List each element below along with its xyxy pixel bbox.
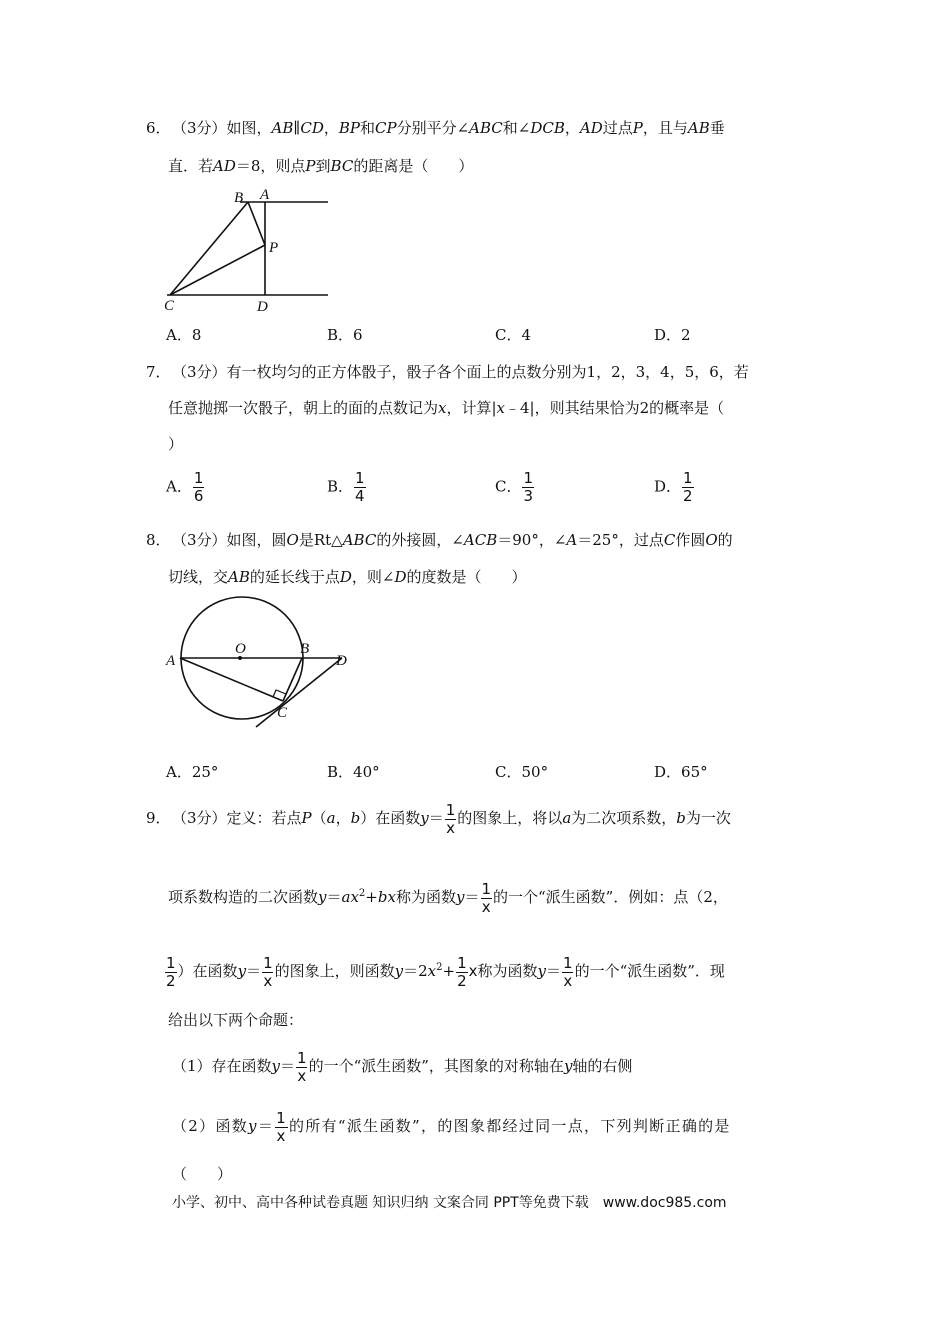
text-segment: DCB <box>530 119 565 137</box>
text-segment: AD <box>579 119 603 137</box>
text-segment: 的距离是（ ） <box>353 157 474 175</box>
q9-answer-blank: （ ） <box>172 1165 233 1183</box>
q6-label-b: B <box>234 190 244 206</box>
text-segment: D <box>339 568 352 586</box>
q9-frac-1-over-x: $\frac{1}{x}$ <box>276 1108 287 1145</box>
text-segment: ﹣4|，则其结果恰为2的概率是（ <box>505 399 725 417</box>
q6-option-a: A．8 <box>166 326 202 344</box>
q6-label-d: D <box>257 299 268 315</box>
text-segment: 到 <box>315 157 331 175</box>
text-segment: AB <box>271 119 294 137</box>
text-segment: （3分）如图，圆 <box>172 531 287 549</box>
text-segment: ＝90°，∠ <box>497 531 567 549</box>
text-segment: ABC <box>469 119 503 137</box>
q8-line1 <box>172 530 733 550</box>
q6-segment-cp <box>170 245 265 295</box>
text-segment: A <box>566 531 578 549</box>
q6-option-d: D．2 <box>654 326 691 344</box>
q8-option-a: A．25° <box>166 763 219 781</box>
text-segment: x <box>496 399 506 417</box>
text-segment: 的 <box>717 531 733 549</box>
q9-frac-1-over-x: $\frac{1}{x}$ <box>263 953 273 990</box>
q6-label-a: A <box>260 187 270 203</box>
q6-option-c: C．4 <box>495 326 532 344</box>
q8-label-b: B <box>300 641 310 657</box>
text-segment: 垂 <box>709 119 725 137</box>
q9-line2: 项系数构造的二次函数$y=ax^2+bx$称为函数y＝ $\frac{1}{x}$ 的一个“派生函数”．例如：点（2， <box>168 879 728 916</box>
q7-option-d: D． $\frac{1}{2}$ <box>654 469 693 505</box>
text-segment: （3分）如图， <box>172 119 272 137</box>
text-segment: ，计算| <box>446 399 497 417</box>
q6-label-p: P <box>269 240 279 256</box>
q9-line3: $\frac{1}{2}$ ）在函数y＝ $\frac{1}{x}$ 的图象上，则函数$y=2x^2+$ $\frac{1}{2}$ x称为函数y＝ $\frac{1}{x}$ 的一个“派生函数”．现 <box>166 953 725 990</box>
q7-option-b: B． $\frac{1}{4}$ <box>327 469 365 505</box>
q9-frac-1-over-x: $\frac{1}{x}$ <box>563 953 573 990</box>
q9-proposition-2: （2）函数y＝ $\frac{1}{x}$ 的所有“派生函数”，的图象都经过同一点，下列判断正确的是 <box>172 1108 731 1145</box>
text-segment: AB <box>687 119 710 137</box>
text-segment: x <box>438 399 447 417</box>
q7-line1: （3分）有一枚均匀的正方体骰子，骰子各个面上的点数分别为1，2，3，4，5，6，若 <box>172 363 749 381</box>
text-segment: 切线，交 <box>168 568 229 586</box>
q9-proposition-1: （1）存在函数y＝ $\frac{1}{x}$ 的一个“派生函数”，其图象的对称轴在y轴的右侧 <box>172 1048 633 1085</box>
text-segment: CP <box>375 119 397 137</box>
text-segment: P <box>632 119 643 137</box>
text-segment: 分别平分∠ <box>396 119 470 137</box>
page-footer: 小学、初中、高中各种试卷真题 知识归纳 文案合同 PPT等免费下载 www.doc985.com <box>172 1195 727 1211</box>
text-segment: AD <box>213 157 236 175</box>
q9-number: 9． <box>146 809 171 827</box>
text-segment: AB <box>228 568 250 586</box>
text-segment: 任意抛掷一次骰子，朝上的面的点数记为 <box>168 399 439 417</box>
q6-line2 <box>168 156 473 176</box>
q8-line2 <box>168 567 527 587</box>
q9-frac-1-over-2: $\frac{1}{2}$ <box>457 953 467 990</box>
text-segment: 和 <box>360 119 376 137</box>
q6-figure <box>160 185 340 315</box>
q8-label-a: A <box>166 653 176 669</box>
q9-frac-1-over-2: $\frac{1}{2}$ <box>166 953 176 990</box>
q8-tangent-line <box>256 658 342 727</box>
text-segment: 作圆 <box>675 531 706 549</box>
q8-option-b: B．40° <box>327 763 380 781</box>
q8-right-angle-mark <box>273 690 286 697</box>
text-segment: ，且与 <box>642 119 688 137</box>
text-segment: BC <box>330 157 354 175</box>
q6-line1 <box>172 118 725 138</box>
text-segment: ＝8，则点 <box>235 157 306 175</box>
q8-option-c: C．50° <box>495 763 549 781</box>
q6-label-c: C <box>164 298 175 314</box>
q9-line1: （3分）定义：若点P（a，b）在函数y＝ $\frac{1}{x}$ 的图象上，将以a为二次项系数，b为一次 <box>172 800 731 837</box>
text-segment: P <box>305 157 316 175</box>
q6-segment-bc <box>170 202 248 295</box>
q9-frac-1-over-x: $\frac{1}{x}$ <box>297 1048 307 1085</box>
text-segment: ∥ <box>293 119 301 137</box>
q8-label-c: C <box>277 705 288 721</box>
q7-option-c: C． $\frac{1}{3}$ <box>495 469 534 505</box>
q8-segment-ac <box>180 658 283 701</box>
q8-label-d: D <box>336 653 347 669</box>
text-segment: 和∠ <box>502 119 531 137</box>
q8-option-d: D．65° <box>654 763 708 781</box>
text-segment: 是Rt△ <box>298 531 343 549</box>
text-segment: 直．若 <box>168 157 214 175</box>
q6-segment-bp <box>248 202 265 245</box>
q9-frac-1-over-x: $\frac{1}{x}$ <box>481 879 491 916</box>
text-segment: ，则∠ <box>351 568 395 586</box>
text-segment: 过点 <box>602 119 633 137</box>
text-segment: ＝25°，过点 <box>577 531 664 549</box>
text-segment: CD <box>300 119 324 137</box>
text-segment: D <box>394 568 407 586</box>
q6-option-b: B．6 <box>327 326 363 344</box>
q8-number: 8． <box>146 531 171 549</box>
q7-line3: ） <box>168 435 184 453</box>
text-segment: 的外接圆，∠ <box>376 531 464 549</box>
q7-option-a: A． $\frac{1}{6}$ <box>166 469 204 505</box>
text-segment: O <box>705 531 718 549</box>
q9-line4: 给出以下两个命题： <box>168 1011 304 1029</box>
q7-number: 7． <box>146 363 171 381</box>
text-segment: 的延长线于点 <box>249 568 340 586</box>
q8-figure <box>160 595 360 735</box>
text-segment: ， <box>323 119 339 137</box>
text-segment: ACB <box>463 531 498 549</box>
text-segment: 的度数是（ ） <box>406 568 527 586</box>
q6-number: 6． <box>146 119 171 137</box>
text-segment: ， <box>564 119 580 137</box>
text-segment: ABC <box>342 531 377 549</box>
q9-frac-1-over-x: $\frac{1}{x}$ <box>445 800 456 837</box>
q8-label-o: O <box>235 641 246 657</box>
q7-line2 <box>168 398 724 418</box>
text-segment: C <box>663 531 676 549</box>
text-segment: O <box>286 531 299 549</box>
text-segment: BP <box>338 119 360 137</box>
